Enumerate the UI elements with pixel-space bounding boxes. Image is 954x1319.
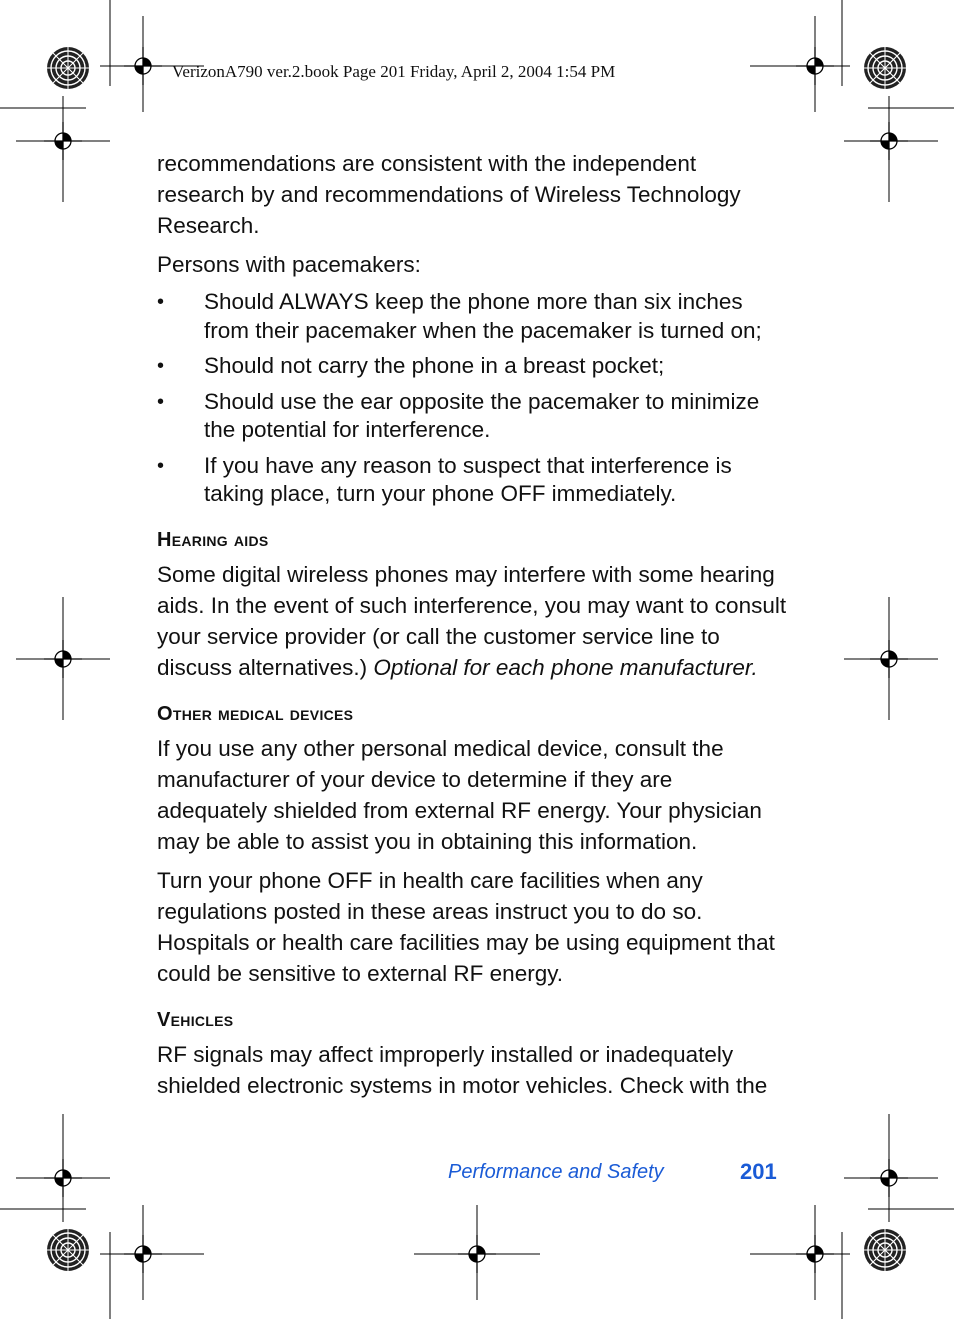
registration-mark-icon: [870, 1159, 908, 1197]
page-body: [157, 148, 787, 1109]
list-item: • Should ALWAYS keep the phone more than six inches from their pacemaker when the pacemaker is turned on;: [157, 289, 762, 343]
starburst-target-icon: [47, 47, 89, 89]
registration-mark-icon: [796, 1235, 834, 1273]
section-heading-hearing-aids: Hearing aids: [157, 528, 269, 551]
registration-mark-icon: [870, 122, 908, 160]
registration-mark-icon: [44, 122, 82, 160]
starburst-target-icon: [864, 1229, 906, 1271]
paragraph: Some digital wireless phones may interfere with some hearing aids. In the event of such interference, you may want to consult your service provider (or call the customer service line to discuss alternatives.) Optional for each phone manufacturer.: [157, 561, 787, 680]
bullet-icon: •: [157, 454, 165, 477]
paragraph: Persons with pacemakers:: [157, 252, 421, 277]
section-heading-other-medical-devices: Other medical devices: [157, 702, 354, 725]
registration-mark-icon: [44, 640, 82, 678]
registration-mark-icon: [124, 1235, 162, 1273]
registration-mark-icon: [458, 1235, 496, 1273]
registration-mark-icon: [124, 47, 162, 85]
list-item: • Should not carry the phone in a breast pocket;: [157, 352, 787, 381]
bullet-icon: •: [157, 291, 165, 313]
paragraph: recommendations are consistent with the independent research by and recommendations of Wireless Technology Research.: [157, 151, 741, 238]
paragraph: If you use any other personal medical device, consult the manufacturer of your device to determine if they are adequately shielded from external RF energy. Your physician may be able to assist you in obtaining this information.: [157, 735, 762, 854]
starburst-target-icon: [47, 1229, 89, 1271]
italic-note: Optional for each phone manufacturer.: [373, 654, 758, 680]
section-heading-vehicles: Vehicles: [157, 1008, 234, 1031]
registration-mark-icon: [796, 47, 834, 85]
list-item: • If you have any reason to suspect that interference is taking place, turn your phone OFF immediately.: [157, 452, 732, 506]
registration-mark-icon: [44, 1159, 82, 1197]
pacemaker-bullet-list: [157, 288, 787, 509]
starburst-target-icon: [864, 47, 906, 89]
bullet-icon: •: [157, 390, 165, 413]
bullet-icon: •: [157, 355, 165, 377]
list-item: • Should use the ear opposite the pacemaker to minimize the potential for interference.: [157, 388, 760, 442]
paragraph: RF signals may affect improperly installed or inadequately shielded electronic systems in motor vehicles. Check with the: [157, 1041, 768, 1098]
registration-mark-icon: [870, 640, 908, 678]
print-file-info: VerizonA790 ver.2.book Page 201 Friday, April 2, 2004 1:54 PM: [172, 62, 616, 81]
footer-section-title: Performance and Safety: [448, 1161, 664, 1183]
page-number: 201: [740, 1159, 777, 1184]
paragraph: Turn your phone OFF in health care facilities when any regulations posted in these areas instruct you to do so. Hospitals or health care facilities may be using equipment that could be sensitive to external RF energy.: [157, 867, 775, 986]
